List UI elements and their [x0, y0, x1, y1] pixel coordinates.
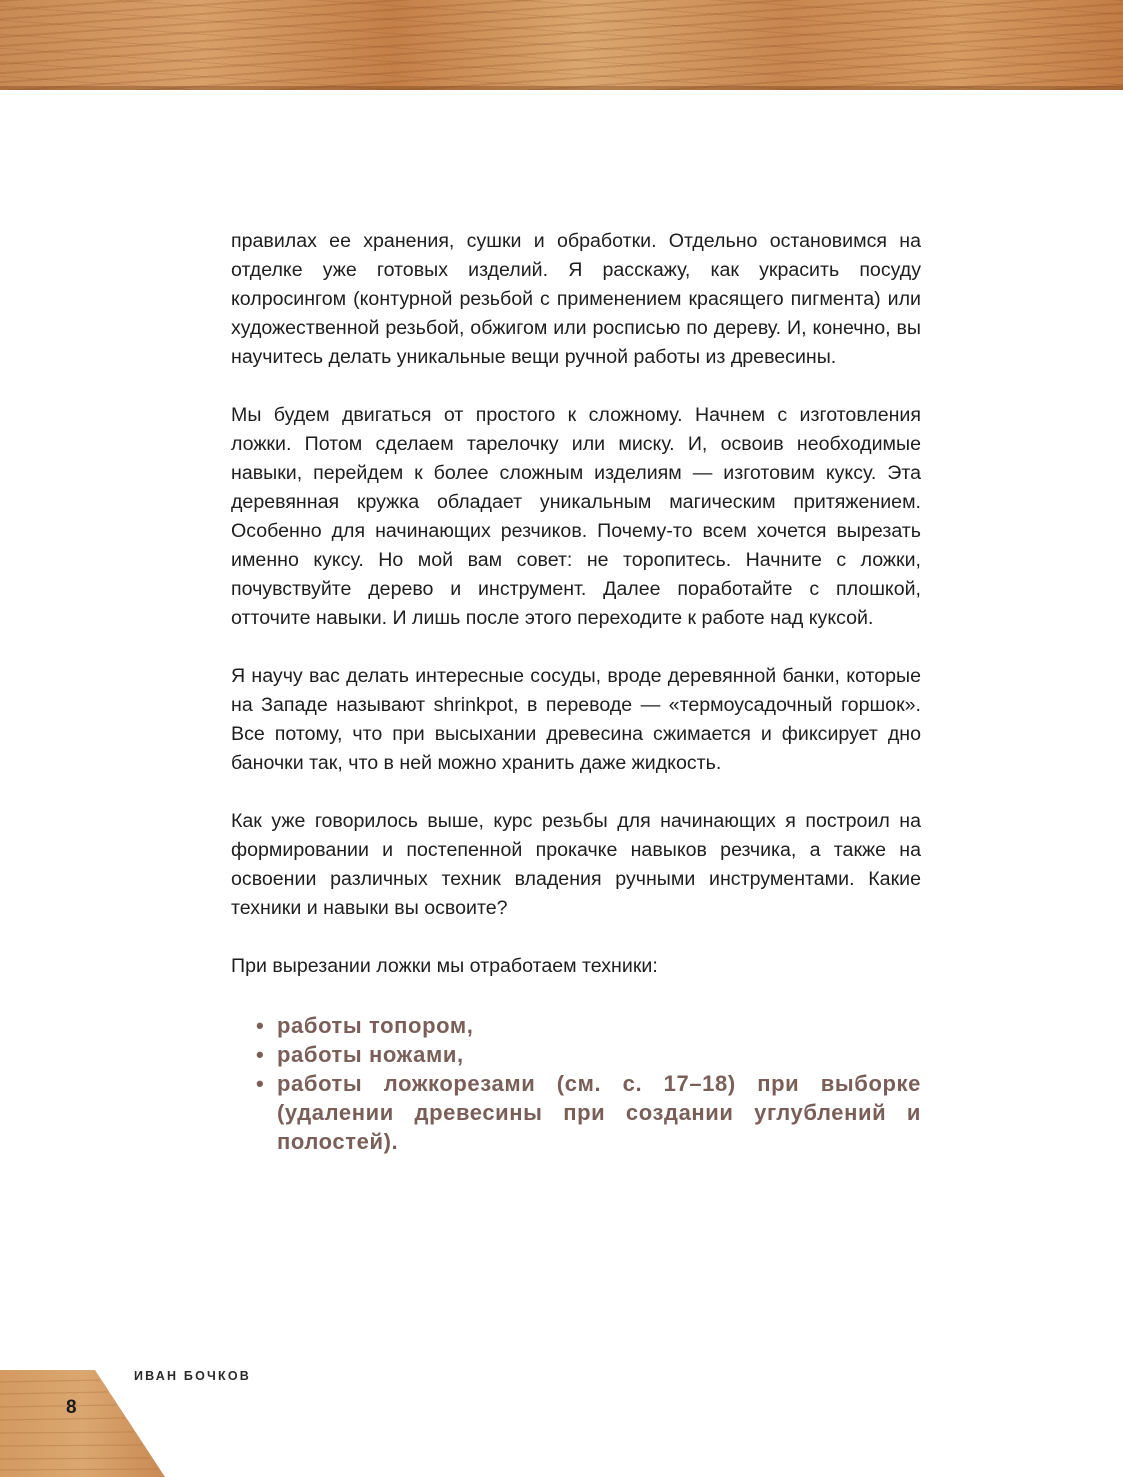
running-footer-author: ИВАН БОЧКОВ — [134, 1369, 251, 1383]
bullet-icon: • — [256, 1071, 265, 1096]
paragraph-shrinkpot: Я научу вас делать интересные сосуды, вроде деревянной банки, которые на Западе называют shrinkpot, в переводе — «термоусадочный горшок». Все потому, что при высыхании древесина сжимается и фиксирует дно баночки так, что в ней можно хранить даже жидкость. — [231, 665, 921, 774]
paragraph-intro: правилах ее хранения, сушки и обработки. Отдельно остановимся на отделке уже готовых изделий. Я расскажу, как украсить посуду колросингом (контурной резьбой с применением красящего пигмента) или художественной резьбой, обжигом или росписью по дереву. И, конечно, вы научитесь делать уникальные вещи ручной работы из древесины. — [231, 230, 921, 368]
page-body — [231, 227, 921, 1156]
bullet-icon: • — [256, 1013, 265, 1038]
wood-corner-decoration — [0, 1370, 165, 1477]
list-item-text: работы ложкорезами (см. с. 17–18) при выборке (удалении древесины при создании углублений и полостей). — [277, 1071, 921, 1154]
paragraph-spoon-techniques: При вырезании ложки мы отработаем техники: — [231, 955, 658, 977]
list-item — [256, 1040, 921, 1069]
techniques-list — [231, 1011, 921, 1156]
list-item-text: работы ножами, — [277, 1042, 464, 1067]
paragraph-course: Как уже говорилось выше, курс резьбы для начинающих я построил на формировании и постепенной прокачке навыков резчика, а также на освоении различных техник владения ручными инструментами. Какие техники и навыки вы освоите? — [231, 810, 921, 919]
page-number: 8 — [66, 1397, 77, 1418]
list-item — [256, 1069, 921, 1156]
paragraph-progression: Мы будем двигаться от простого к сложному. Начнем с изготовления ложки. Потом сделаем тарелочку или миску. И, освоив необходимые навыки, перейдем к более сложным изделиям — изготовим куксу. Эта деревянная кружка обладает уникальным магическим притяжением. Особенно для начинающих резчиков. Почему-то всем хочется вырезать именно куксу. Но мой вам совет: не торопитесь. Начните с ложки, почувствуйте дерево и инструмент. Далее поработайте с плошкой, отточите навыки. И лишь после этого переходите к работе над куксой. — [231, 404, 921, 629]
bullet-icon: • — [256, 1042, 265, 1067]
list-item-text: работы топором, — [277, 1013, 474, 1038]
list-item — [256, 1011, 921, 1040]
wood-header-banner — [0, 0, 1123, 90]
